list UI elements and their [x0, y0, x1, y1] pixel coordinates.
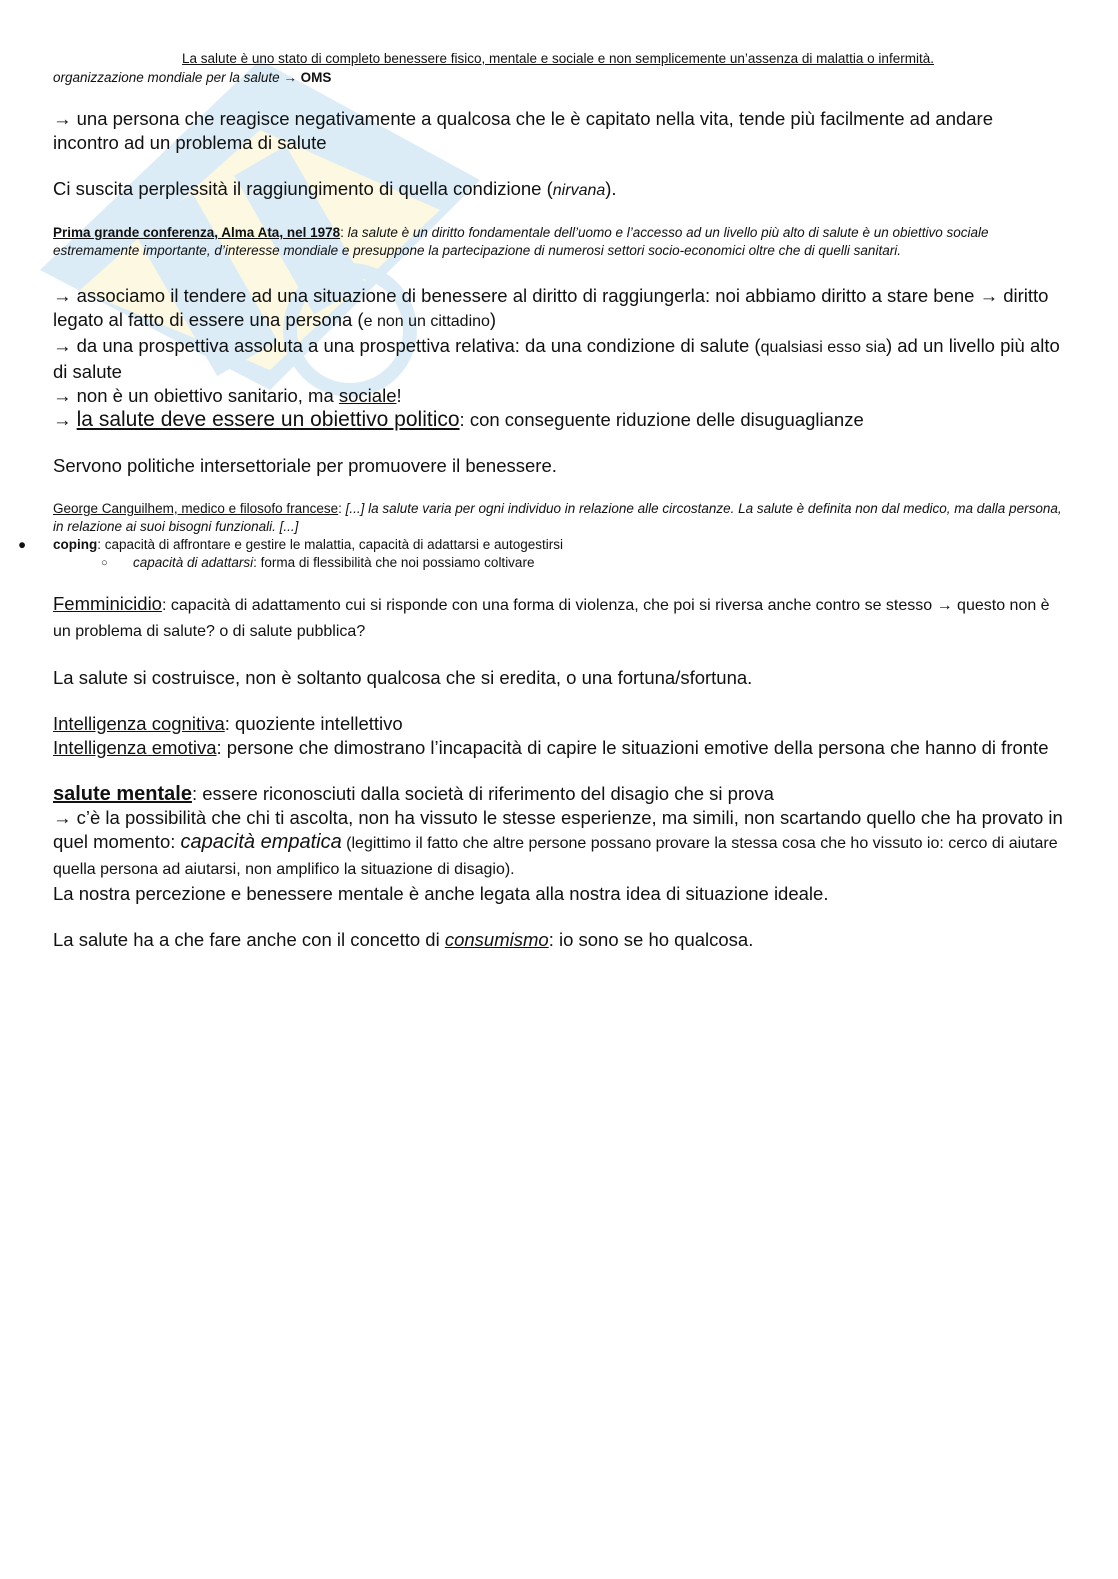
intelligenza-emotiva: [53, 736, 1063, 760]
nirvana-text: Ci suscita perplessità il raggiungimento di quella condizione (: [53, 178, 553, 199]
emotiva-term: Intelligenza emotiva: [53, 737, 217, 758]
cognitiva-term: Intelligenza cognitiva: [53, 713, 225, 734]
list-item-coping: [18, 536, 1063, 554]
list-item-adattarsi: [53, 554, 1063, 572]
alma-ata-sep: :: [340, 225, 348, 240]
salute-mentale-term: salute mentale: [53, 783, 192, 805]
arrow-prospettiva-text: → da una prospettiva assoluta a una prospettiva relativa: da una condizione di salute (: [53, 335, 761, 356]
canguilhem-paragraph: [53, 500, 1063, 536]
emotiva-text: : persone che dimostrano l’incapacità di capire le situazioni emotive della persona che hanno di fronte: [216, 737, 1049, 758]
alma-ata-text: la salute è un diritto fondamentale dell’uomo e l’accesso ad un livello più alto di salute è un obiettivo sociale estremamente importante, d’interesse mondiale e presuppone la partecipazione di numerosi settori socio-economici oltre che di quelli sanitari.: [53, 225, 989, 258]
arrow-sociale-end: !: [396, 385, 402, 406]
percezione-paragraph: La nostra percezione e benessere mentale è anche legata alla nostra idea di situazione ideale.: [53, 883, 829, 904]
alma-ata-label: Prima grande conferenza, Alma Ata, nel 1978: [53, 225, 341, 240]
paragraph-politiche: Servono politiche intersettoriale per promuovere il benessere.: [53, 455, 557, 476]
arrow-politico: [53, 408, 1063, 432]
femminicidio-term: Femminicidio: [53, 593, 162, 614]
femminicidio-text: : capacità di adattamento cui si risponde con una forma di violenza, che poi si riversa anche contro se stesso → questo non è un problema di salute? o di salute pubblica?: [53, 597, 1050, 640]
coping-text: : capacità di affrontare e gestire le malattia, capacità di adattarsi e autogestirsi: [97, 537, 564, 552]
paragraph-nirvana: [53, 177, 1063, 203]
empatica-note: (legittimo il fatto che altre persone possano provare la stessa cosa che ho vissuto io: cerco di aiutare quella persona ad aiutarsi, non amplifico la situazione di disagio).: [53, 835, 1058, 878]
arrow-politico-arrow: →: [53, 409, 77, 430]
arrow-diritto: [53, 284, 1063, 334]
nirvana-term: nirvana: [552, 182, 606, 199]
canguilhem-text: [...] la salute varia per ogni individuo in relazione alle circostanze. La salute è definita non dal medico, ma dalla persona, in relazione ai suoi bisogni funzionali. [...]: [53, 501, 1062, 534]
capacita-empatica: [53, 806, 1063, 882]
arrow-politico-end: : con conseguente riduzione delle disuguaglianze: [459, 409, 864, 430]
oms-source-text: organizzazione mondiale per la salute →: [53, 70, 301, 85]
arrow-diritto-text: → associamo il tendere ad una situazione di benessere al diritto di raggiungerla: noi abbiamo diritto a stare bene → diritto legato al fatto di essere una persona (: [53, 285, 1049, 330]
salute-mentale-text: : essere riconosciuti dalla società di riferimento del disagio che si prova: [191, 783, 774, 804]
consumismo-paragraph: [53, 928, 1063, 952]
bullet-icon: ●: [18, 537, 27, 552]
arrow-prospettiva: [53, 334, 1063, 384]
adattarsi-text: : forma di flessibilità che noi possiamo coltivare: [253, 555, 535, 570]
arrow-sociale: [53, 384, 1063, 408]
paragraph-negative-reaction: → una persona che reagisce negativamente a qualcosa che le è capitato nella vita, tende più facilmente ad andare incontro ad un problema di salute: [53, 108, 994, 153]
canguilhem-label: George Canguilhem, medico e filosofo francese: [53, 501, 339, 516]
document-page: [18, 50, 1063, 952]
empatica-text: → c’è la possibilità che chi ti ascolta, non ha vissuto le stesse esperienze, ma simili, non scartando quello che ha provato in quel momento:: [53, 807, 1063, 852]
cognitiva-text: : quoziente intellettivo: [224, 713, 403, 734]
adattarsi-term: capacità di adattarsi: [133, 555, 254, 570]
alma-ata-paragraph: [53, 224, 1063, 260]
consumismo-term: consumismo: [444, 929, 549, 950]
paragraph-costruisce: La salute si costruisce, non è soltanto qualcosa che si eredita, o una fortuna/sfortuna.: [53, 667, 753, 688]
coping-term: coping: [53, 537, 98, 552]
canguilhem-sep: :: [338, 501, 346, 516]
oms-definition: La salute è uno stato di completo benessere fisico, mentale e sociale e non semplicemente un’assenza di malattia o infermità.: [182, 51, 934, 66]
femminicidio-paragraph: [53, 592, 1063, 644]
oms-acronym: OMS: [300, 70, 332, 85]
empatica-term: capacità empatica: [180, 831, 342, 853]
arrow-diritto-end: ): [489, 309, 497, 330]
arrow-sociale-text: → non è un obiettivo sanitario, ma: [53, 385, 339, 406]
oms-source: [53, 69, 1063, 87]
nirvana-end: ).: [605, 178, 617, 199]
arrow-prospettiva-small: qualsiasi esso sia: [760, 339, 886, 356]
consumismo-text: La salute ha a che fare anche con il concetto di: [53, 929, 445, 950]
consumismo-end: : io sono se ho qualcosa.: [548, 929, 754, 950]
circle-bullet-icon: ○: [101, 557, 108, 569]
intelligenza-cognitiva: [53, 712, 1063, 736]
arrow-politico-term: la salute deve essere un obiettivo politico: [76, 408, 460, 431]
arrow-diritto-small: e non un cittadino: [363, 313, 490, 330]
salute-mentale: [53, 782, 1063, 806]
arrow-sociale-term: sociale: [338, 385, 397, 406]
arrow-prospettiva-end: ) ad un livello più alto di salute: [53, 335, 1060, 382]
